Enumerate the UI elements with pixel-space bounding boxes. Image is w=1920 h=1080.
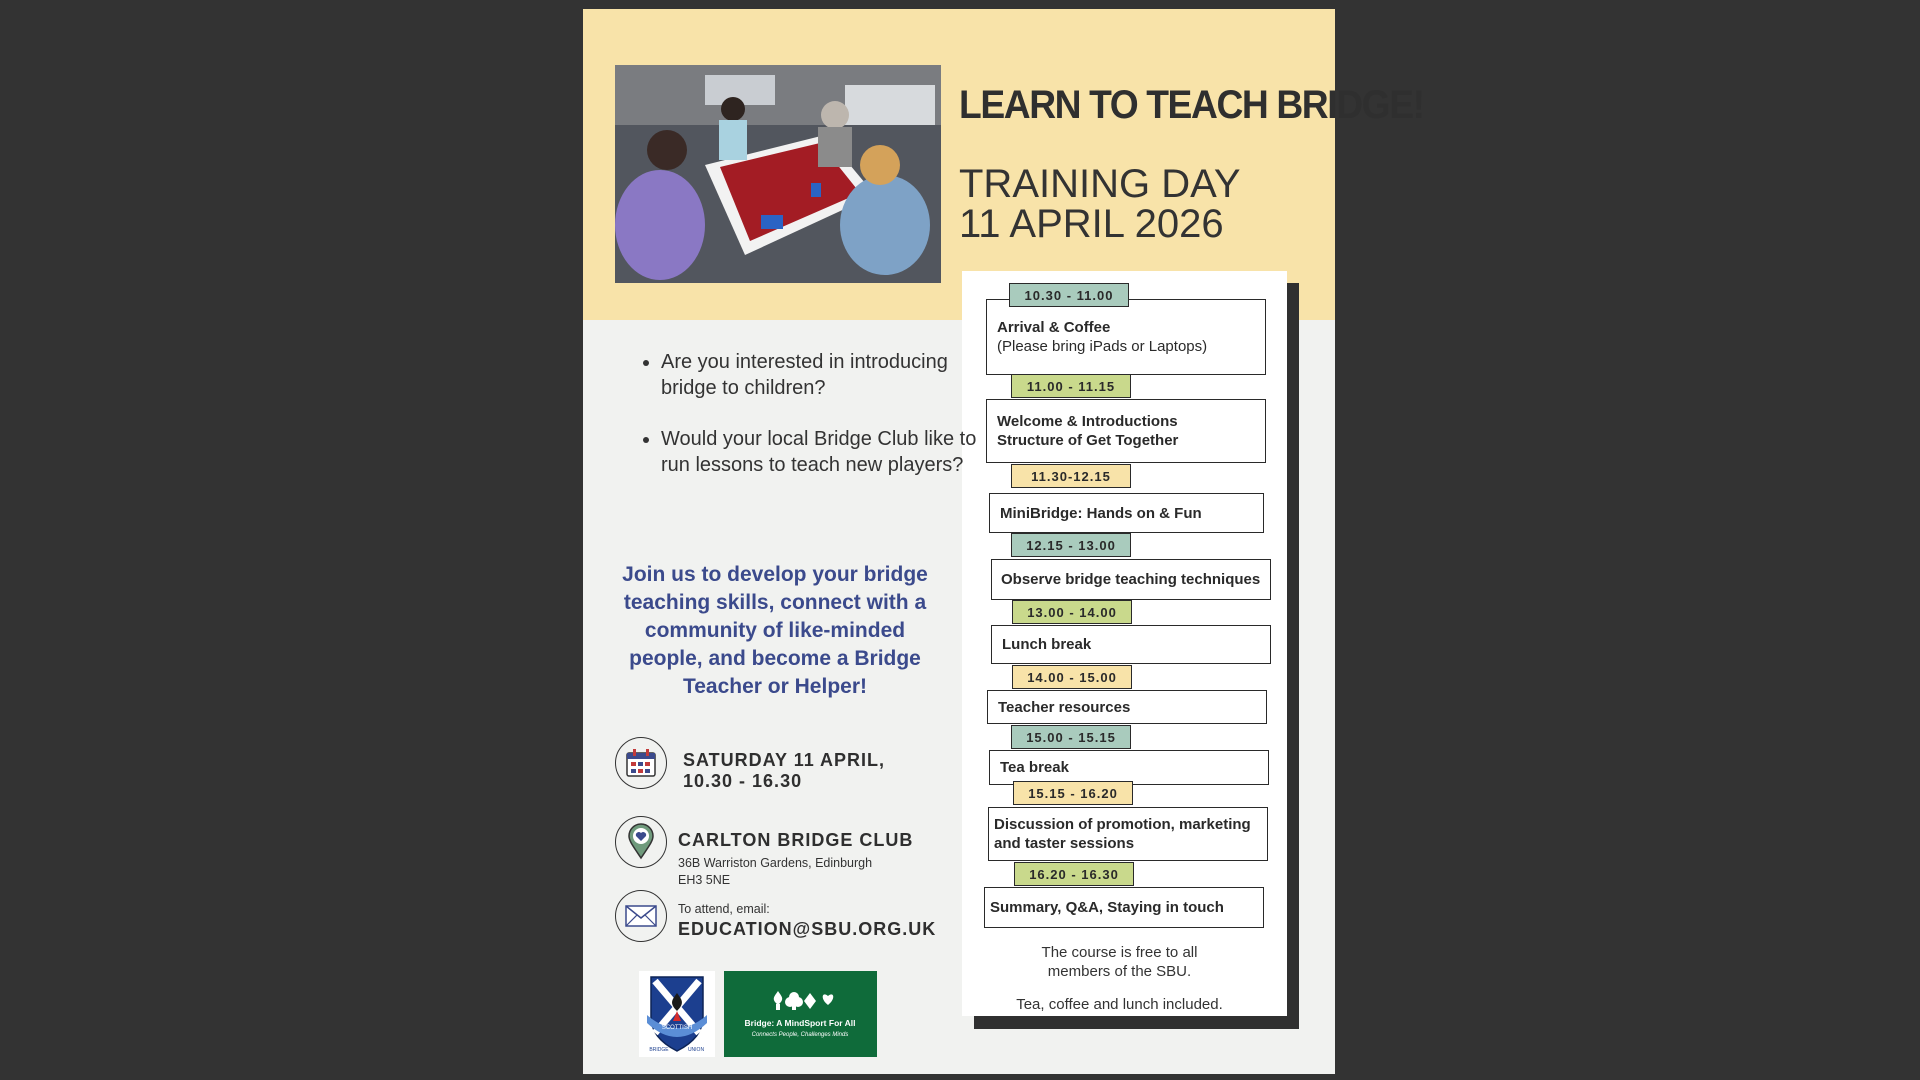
page-title: LEARN TO TEACH BRIDGE! [959,83,1424,127]
venue-name: CARLTON BRIDGE CLUB [678,830,914,850]
intro-question: • Are you interested in introducing bridge to children? [661,349,981,401]
schedule-time-tag: 16.20 - 16.30 [1014,862,1134,886]
schedule-item-title: Discussion of promotion, marketing [994,816,1251,833]
schedule-item-title: Arrival & Coffee [997,319,1111,336]
schedule-item [986,299,1266,375]
subtitle-line-2: 11 APRIL 2026 [959,202,1224,246]
mindsport-logo-title: Bridge: A MindSport For All [744,1018,856,1028]
sbu-ribbon-text: BRIDGE [649,1047,669,1053]
schedule-item [986,399,1266,463]
free-course-note-line-2: members of the SBU. [1047,963,1192,980]
schedule-time-tag: 12.15 - 13.00 [1011,533,1131,557]
venue-postcode: EH3 5NE [678,873,731,887]
catering-note: Tea, coffee and lunch included. [1016,996,1223,1013]
schedule-item [987,690,1267,724]
free-course-note [962,943,1277,981]
calendar-icon [615,737,667,789]
schedule-time-tag: 15.00 - 15.15 [1011,725,1131,749]
schedule-item [991,625,1271,664]
flyer [583,9,1424,1074]
schedule-item-title: Lunch break [1002,636,1092,653]
schedule-time-tag: 11.30-12.15 [1011,464,1131,488]
schedule-time-tag: 14.00 - 15.00 [1012,665,1132,689]
mindsport-logo [724,971,877,1057]
schedule-time-tag: 15.15 - 16.20 [1013,781,1133,805]
schedule-item [989,493,1264,533]
venue-address-line-1: 36B Warriston Gardens, Edinburgh [678,856,873,870]
schedule-item-title: and taster sessions [994,835,1135,852]
schedule-item-note: (Please bring iPads or Laptops) [997,338,1208,355]
call-to-action: Join us to develop your bridge teaching skills, connect with a community of like-minded people, and become a Bridge Teacher or Helper! [622,563,928,698]
sbu-ribbon-text: SCOTTISH [661,1025,693,1031]
schedule-time-tag: 11.00 - 11.15 [1011,374,1131,398]
free-course-note-line-1: The course is free to all [1041,944,1198,961]
sbu-ribbon-text: UNION [687,1047,705,1053]
event-subtitle [959,164,1241,244]
schedule-item [989,750,1269,785]
event-time: 10.30 - 16.30 [683,771,803,791]
location-pin-icon [615,816,667,868]
mindsport-logo-tagline: Connects People, Challenges Minds [751,1032,849,1038]
subtitle-line-1: TRAINING DAY [959,162,1241,206]
schedule-item-title: Summary, Q&A, Staying in touch [990,899,1224,916]
schedule-item-title: Welcome & Introductions [997,413,1178,430]
schedule-item-title: Tea break [1000,759,1069,776]
venue-address [678,855,872,889]
schedule-time-tag: 10.30 - 11.00 [1009,283,1129,307]
contact-email[interactable]: EDUCATION@SBU.ORG.UK [678,919,937,939]
intro-question: • Would your local Bridge Club like to run lessons to teach new players? [661,426,981,478]
bridge-players-photo [615,65,941,283]
schedule-item-title: Observe bridge teaching techniques [1001,571,1261,588]
envelope-icon [615,890,667,942]
schedule-item-title: Structure of Get Together [997,432,1179,449]
event-date [683,750,885,792]
email-label: To attend, email: [678,902,770,916]
intro-questions [621,349,981,503]
schedule-time-tag: 13.00 - 14.00 [1012,600,1132,624]
schedule-item-title: MiniBridge: Hands on & Fun [1000,504,1202,522]
event-date-line-1: SATURDAY 11 APRIL, [683,750,886,770]
schedule-item [991,559,1271,600]
schedule-item [984,887,1264,928]
sbu-logo [639,971,715,1057]
schedule-panel [962,271,1287,1016]
schedule-item-title: Teacher resources [998,698,1131,716]
schedule-item [988,807,1268,861]
